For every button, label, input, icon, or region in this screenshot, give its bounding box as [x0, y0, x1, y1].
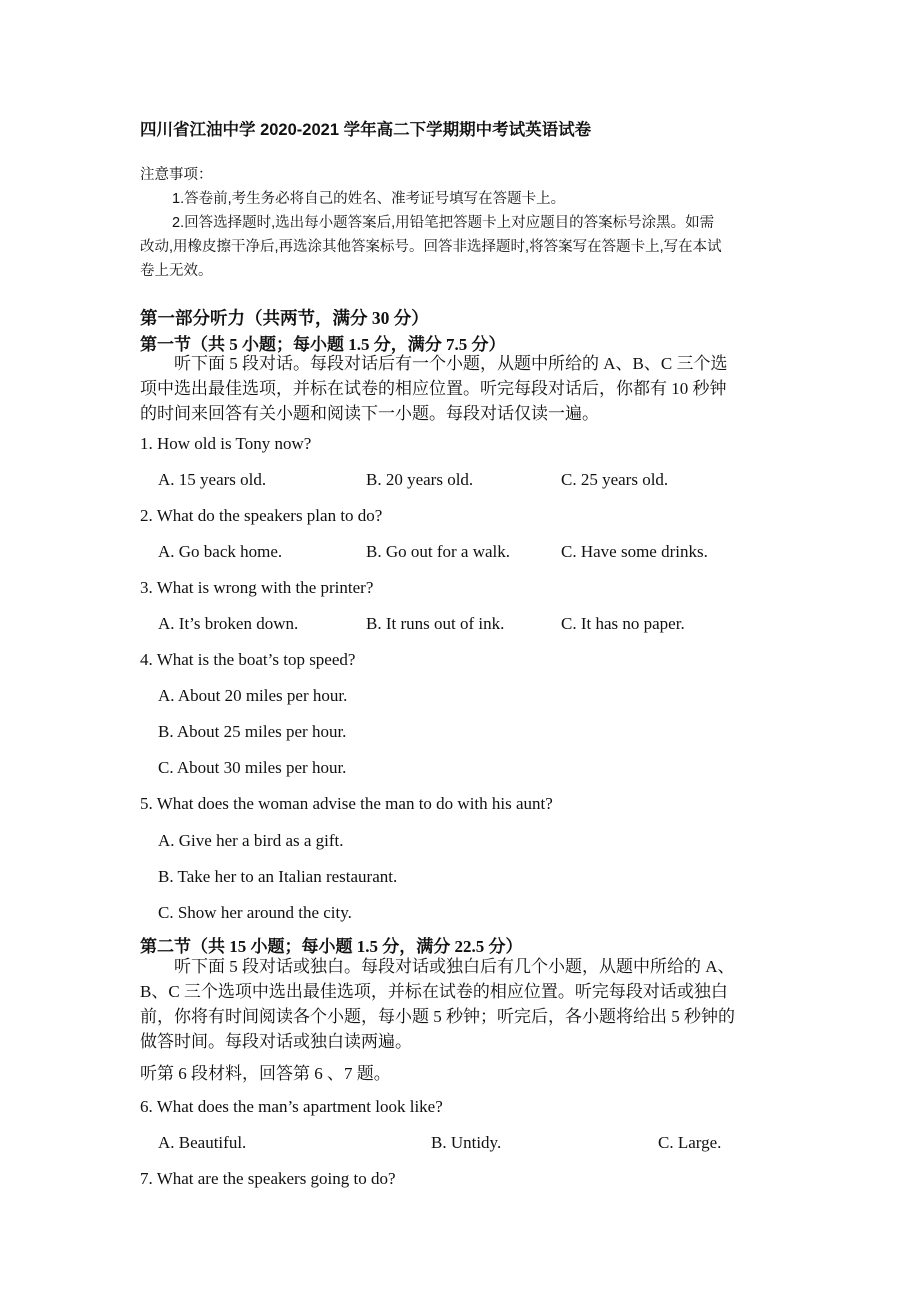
- option-3c: C. It has no paper.: [561, 614, 685, 633]
- question-2: 2. What do the speakers plan to do?: [140, 506, 383, 525]
- instruction-line: 前，你将有时间阅读各个小题，每小题 5 秒钟；听完后，各小题将给出 5 秒钟的: [140, 1007, 735, 1026]
- question-1: 1. How old is Tony now?: [140, 434, 312, 453]
- question-6: 6. What does the man’s apartment look like?: [140, 1097, 443, 1116]
- option-3b: B. It runs out of ink.: [366, 614, 505, 633]
- option-6b: B. Untidy.: [431, 1133, 502, 1152]
- instruction-line: 的时间来回答有关小题和阅读下一小题。每段对话仅读一遍。: [140, 404, 599, 423]
- question-5: 5. What does the woman advise the man to do with his aunt?: [140, 794, 553, 813]
- option-5b: B. Take her to an Italian restaurant.: [158, 867, 398, 886]
- option-4a: A. About 20 miles per hour.: [158, 686, 348, 705]
- section2-heading: 第二节（共 15 小题；每小题 1.5 分，满分 22.5 分）: [140, 937, 523, 956]
- option-1a: A. 15 years old.: [158, 470, 267, 489]
- option-5a: A. Give her a bird as a gift.: [158, 831, 344, 850]
- section1-heading: 第一节（共 5 小题；每小题 1.5 分，满分 7.5 分）: [140, 335, 506, 354]
- notes-item-1: 1.答卷前,考生务必将自己的姓名、准考证号填写在答题卡上。: [172, 191, 566, 207]
- section1-instructions: [140, 351, 782, 426]
- option-5c: C. Show her around the city.: [158, 903, 352, 922]
- option-4c: C. About 30 miles per hour.: [158, 758, 347, 777]
- section2-instructions: [140, 954, 782, 1054]
- notes-heading: 注意事项：: [140, 167, 213, 183]
- instruction-line: B、C 三个选项中选出最佳选项，并标在试卷的相应位置。听完每段对话或独白: [140, 982, 728, 1001]
- notes-item-2-line-3: 卷上无效。: [140, 263, 213, 279]
- option-6a: A. Beautiful.: [158, 1133, 247, 1152]
- option-3a: A. It’s broken down.: [158, 614, 299, 633]
- notes-item-2-line-1: 2.回答选择题时,选出每小题答案后,用铅笔把答题卡上对应题目的答案标号涂黑。如需: [172, 215, 715, 231]
- option-1b: B. 20 years old.: [366, 470, 474, 489]
- page-title: 四川省江油中学 2020-2021 学年高二下学期期中考试英语试卷: [140, 121, 592, 139]
- question-7: 7. What are the speakers going to do?: [140, 1169, 396, 1188]
- instruction-line: 听下面 5 段对话或独白。每段对话或独白后有几个小题，从题中所给的 A、: [174, 957, 735, 976]
- option-1c: C. 25 years old.: [561, 470, 669, 489]
- instruction-line: 听下面 5 段对话。每段对话后有一个小题，从题中所给的 A、B、C 三个选: [174, 354, 728, 373]
- material-note: 听第 6 段材料，回答第 6 、7 题。: [140, 1064, 391, 1083]
- notes-item-2-line-2: 改动,用橡皮擦干净后,再选涂其他答案标号。回答非选择题时,将答案写在答题卡上,写在本试: [140, 239, 722, 255]
- option-2a: A. Go back home.: [158, 542, 283, 561]
- option-6c: C. Large.: [658, 1133, 722, 1152]
- instruction-line: 做答时间。每段对话或独白读两遍。: [140, 1032, 412, 1051]
- question-4: 4. What is the boat’s top speed?: [140, 650, 356, 669]
- option-2b: B. Go out for a walk.: [366, 542, 511, 561]
- part1-heading: 第一部分听力（共两节，满分 30 分）: [140, 308, 429, 328]
- option-4b: B. About 25 miles per hour.: [158, 722, 347, 741]
- question-3: 3. What is wrong with the printer?: [140, 578, 374, 597]
- instruction-line: 项中选出最佳选项，并标在试卷的相应位置。听完每段对话后，你都有 10 秒钟: [140, 379, 727, 398]
- option-2c: C. Have some drinks.: [561, 542, 708, 561]
